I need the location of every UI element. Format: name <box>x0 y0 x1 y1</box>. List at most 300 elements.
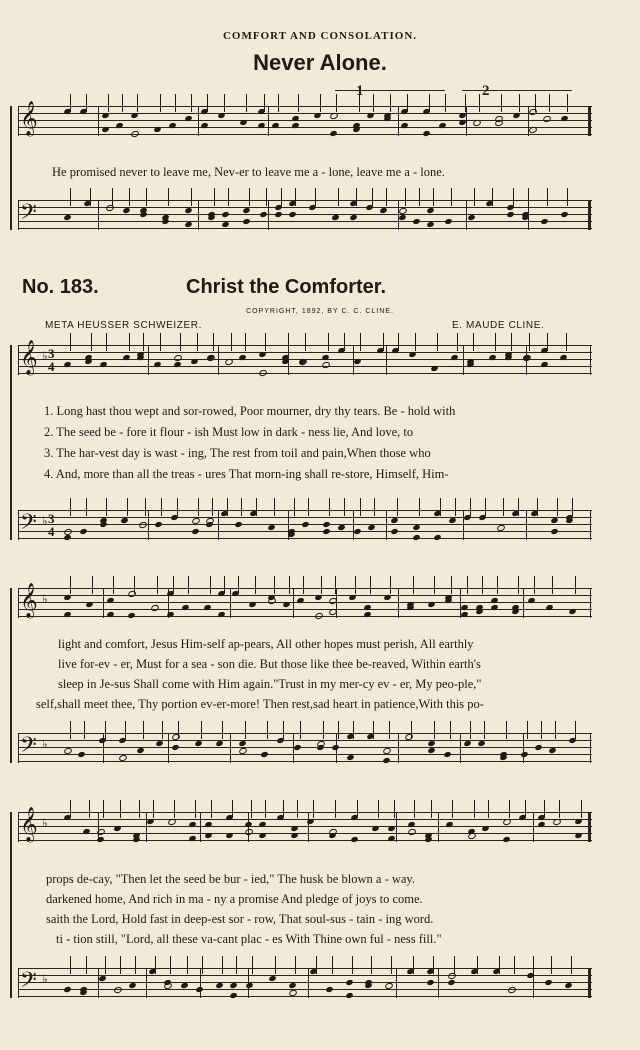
note-stem <box>70 498 71 516</box>
notehead <box>245 982 253 989</box>
note-stem <box>415 333 416 351</box>
notehead <box>122 207 130 214</box>
note-stem <box>497 576 498 594</box>
notehead <box>79 989 87 996</box>
note-stem <box>386 188 387 206</box>
notehead <box>499 754 507 761</box>
note-stem <box>222 721 223 739</box>
song1-bass-staff <box>18 200 592 230</box>
note-stem <box>224 94 225 112</box>
note-stem <box>106 333 107 351</box>
notehead <box>206 354 216 362</box>
note-stem <box>278 94 279 112</box>
note-stem <box>518 498 519 516</box>
note-stem <box>103 800 104 818</box>
note-stem <box>344 333 345 351</box>
note-stem <box>338 188 339 206</box>
notehead <box>288 210 296 217</box>
note-stem <box>191 94 192 112</box>
note-stem <box>359 94 360 112</box>
note-stem <box>455 498 456 516</box>
note-stem <box>450 721 451 739</box>
note-stem <box>419 498 420 516</box>
note-stem <box>433 188 434 206</box>
note-stem <box>315 188 316 206</box>
notehead <box>274 210 282 217</box>
notehead <box>560 210 568 217</box>
system1-brace <box>10 345 12 540</box>
note-stem <box>336 94 337 112</box>
note-stem <box>305 333 306 351</box>
note-stem <box>356 188 357 206</box>
note-stem <box>70 956 71 974</box>
note-stem <box>529 333 530 351</box>
note-stem <box>283 721 284 739</box>
notehead <box>345 978 353 985</box>
flat-icon: ♭ <box>42 349 48 363</box>
notehead <box>113 985 123 993</box>
note-stem <box>467 576 468 594</box>
system2-bass-staff <box>18 733 592 763</box>
note-stem <box>535 94 536 112</box>
note-stem <box>335 576 336 594</box>
second-ending-mark: 2 <box>482 83 490 99</box>
note-stem <box>146 188 147 206</box>
notehead <box>287 531 295 538</box>
note-stem <box>108 94 109 112</box>
note-stem <box>484 721 485 739</box>
first-ending-mark: 1 <box>356 83 364 99</box>
notehead <box>136 747 144 754</box>
note-stem <box>139 800 140 818</box>
note-stem <box>238 576 239 594</box>
notehead <box>390 527 398 534</box>
notehead <box>195 985 203 992</box>
note-stem <box>294 498 295 516</box>
note-stem <box>198 498 199 516</box>
note-stem <box>495 333 496 351</box>
note-stem <box>353 721 354 739</box>
system2-verse2: live for-ev - er, Must for a sea - son die. But those like thee be-reaved, Within earth's <box>58 657 481 671</box>
note-stem <box>70 576 71 594</box>
note-stem <box>275 956 276 974</box>
notehead <box>77 750 85 757</box>
note-stem <box>357 800 358 818</box>
note-stem <box>451 576 452 594</box>
notehead <box>268 975 276 982</box>
notehead <box>63 985 71 992</box>
note-stem <box>232 800 233 818</box>
note-stem <box>485 498 486 516</box>
notehead <box>215 982 223 989</box>
system2-treble-staff <box>18 583 592 618</box>
note-stem <box>390 576 391 594</box>
note-stem <box>518 576 519 594</box>
notehead <box>138 520 148 528</box>
system2-verse4: self,shall meet thee, Thy portion ev-er-more! Then rest,sad heart in patience,With this po- <box>36 697 484 711</box>
note-stem <box>143 333 144 351</box>
note-stem <box>390 94 391 112</box>
bass-clef-icon: 𝄢 <box>20 968 37 998</box>
notehead <box>463 740 471 747</box>
notehead <box>507 985 517 993</box>
note-stem <box>338 721 339 739</box>
notehead <box>427 740 435 747</box>
note-stem <box>519 94 520 112</box>
notehead <box>447 978 455 985</box>
notehead <box>127 590 137 598</box>
notehead <box>506 210 514 217</box>
notehead <box>426 221 434 228</box>
note-stem <box>281 188 282 206</box>
notehead <box>412 524 420 531</box>
note-stem <box>211 800 212 818</box>
note-stem <box>188 576 189 594</box>
notehead <box>390 517 398 524</box>
note-stem <box>534 576 535 594</box>
notehead <box>528 108 538 116</box>
note-stem <box>429 94 430 112</box>
notehead <box>191 527 199 534</box>
treble-clef-icon: 𝄞 <box>20 340 38 375</box>
notehead <box>542 115 552 123</box>
note-stem <box>231 333 232 351</box>
note-stem <box>162 721 163 739</box>
notehead <box>120 517 128 524</box>
note-stem <box>541 721 542 739</box>
notehead <box>322 520 330 527</box>
notehead <box>207 214 215 221</box>
note-stem <box>135 956 136 974</box>
note-stem <box>391 956 392 974</box>
note-stem <box>265 333 266 351</box>
note-stem <box>105 721 106 739</box>
note-stem <box>332 956 333 974</box>
note-stem <box>92 576 93 594</box>
note-stem <box>120 800 121 818</box>
system2-brace <box>10 588 12 763</box>
note-stem <box>525 800 526 818</box>
note-stem <box>127 498 128 516</box>
notehead <box>314 612 324 620</box>
note-stem <box>177 498 178 516</box>
note-stem <box>137 94 138 112</box>
note-stem <box>492 188 493 206</box>
notehead <box>502 836 510 843</box>
note-stem <box>267 721 268 739</box>
note-stem <box>210 576 211 594</box>
system3-verse4: ti - tion still, "Lord, all these va-cant plac - es With Thine own ful - ness fill." <box>56 932 442 946</box>
hymn-number: No. 183. <box>22 276 99 298</box>
note-stem <box>433 956 434 974</box>
notehead <box>379 207 387 214</box>
system3-bass-staff <box>18 968 592 998</box>
notehead <box>412 217 420 224</box>
notehead <box>443 750 451 757</box>
flat-icon: ♭ <box>42 737 48 751</box>
note-stem <box>197 333 198 351</box>
note-stem <box>145 498 146 516</box>
notehead <box>259 210 267 217</box>
notehead <box>564 982 572 989</box>
notehead <box>130 130 140 138</box>
flat-icon: ♭ <box>42 514 48 528</box>
note-stem <box>89 800 90 818</box>
note-stem <box>474 188 475 206</box>
note-stem <box>566 333 567 351</box>
note-stem <box>555 721 556 739</box>
note-stem <box>445 94 446 112</box>
note-stem <box>328 333 329 351</box>
notehead <box>565 517 573 524</box>
bass-clef-icon: 𝄢 <box>20 510 37 540</box>
note-stem <box>173 576 174 594</box>
note-stem <box>303 576 304 594</box>
note-stem <box>371 956 372 974</box>
note-stem <box>202 956 203 974</box>
note-stem <box>370 576 371 594</box>
note-stem <box>509 800 510 818</box>
note-stem <box>544 800 545 818</box>
note-stem <box>246 94 247 112</box>
note-stem <box>360 498 361 516</box>
note-stem <box>174 800 175 818</box>
treble-clef-icon: 𝄞 <box>20 101 38 136</box>
notehead <box>412 534 420 541</box>
note-stem <box>397 498 398 516</box>
note-stem <box>488 800 489 818</box>
note-stem <box>549 94 550 112</box>
note-stem <box>514 956 515 974</box>
notehead <box>105 203 115 211</box>
note-stem <box>125 721 126 739</box>
note-stem <box>557 498 558 516</box>
notehead <box>382 757 390 764</box>
note-stem <box>528 188 529 206</box>
note-stem <box>329 498 330 516</box>
notehead <box>328 828 338 836</box>
notehead <box>98 975 106 982</box>
note-stem <box>321 576 322 594</box>
note-stem <box>374 498 375 516</box>
note-stem <box>256 498 257 516</box>
note-stem <box>222 956 223 974</box>
copyright-notice: COPYRIGHT, 1892, BY C. C. CLINE. <box>246 308 394 315</box>
note-stem <box>295 956 296 974</box>
note-stem <box>266 188 267 206</box>
notehead <box>180 982 188 989</box>
flat-icon: ♭ <box>42 816 48 830</box>
note-stem <box>394 800 395 818</box>
system3-brace <box>10 812 12 998</box>
notehead <box>238 740 246 747</box>
notehead <box>467 214 475 221</box>
note-stem <box>224 576 225 594</box>
notehead <box>337 524 345 531</box>
note-stem <box>431 800 432 818</box>
treble-clef-icon: 𝄞 <box>20 583 38 618</box>
notehead <box>424 836 432 843</box>
note-stem <box>413 956 414 974</box>
note-stem <box>195 800 196 818</box>
note-stem <box>251 800 252 818</box>
second-ending-bracket <box>462 90 572 91</box>
note-stem <box>513 188 514 206</box>
note-stem <box>533 956 534 974</box>
note-stem <box>70 94 71 112</box>
note-stem <box>383 333 384 351</box>
notehead <box>132 836 140 843</box>
notehead <box>325 985 333 992</box>
system1-verse3: 3. The har-vest day is wast - ing, The rest from toil and pain,When those who <box>44 446 431 460</box>
note-stem <box>372 188 373 206</box>
flat-icon: ♭ <box>42 592 48 606</box>
song-title-never-alone: Never Alone. <box>253 50 387 75</box>
note-stem <box>316 956 317 974</box>
note-stem <box>499 956 500 974</box>
notehead <box>221 210 229 217</box>
note-stem <box>547 188 548 206</box>
note-stem <box>113 576 114 594</box>
notehead <box>447 971 457 979</box>
notehead <box>444 217 452 224</box>
notehead <box>426 978 434 985</box>
notehead <box>242 207 250 214</box>
note-stem <box>465 94 466 112</box>
poet-credit: META HEUSSER SCHWEIZER. <box>45 320 202 331</box>
note-stem <box>308 498 309 516</box>
note-stem <box>289 576 290 594</box>
note-stem <box>155 956 156 974</box>
note-stem <box>90 188 91 206</box>
song1-treble-staff <box>18 101 592 136</box>
note-stem <box>175 94 176 112</box>
note-stem <box>537 498 538 516</box>
note-stem <box>298 94 299 112</box>
note-stem <box>355 576 356 594</box>
notehead <box>550 527 558 534</box>
note-stem <box>559 800 560 818</box>
notehead <box>540 217 548 224</box>
note-stem <box>567 94 568 112</box>
note-stem <box>405 188 406 206</box>
time-signature: 3 4 <box>48 346 55 374</box>
note-stem <box>527 721 528 739</box>
note-stem <box>214 188 215 206</box>
song-title-christ-the-comforter: Christ the Comforter. <box>186 276 387 298</box>
note-stem <box>300 721 301 739</box>
note-stem <box>227 498 228 516</box>
note-stem <box>236 956 237 974</box>
note-stem <box>255 576 256 594</box>
system3-treble-staff <box>18 807 592 842</box>
note-stem <box>373 721 374 739</box>
note-stem <box>86 94 87 112</box>
note-stem <box>503 498 504 516</box>
note-stem <box>571 956 572 974</box>
bass-clef-icon: 𝄢 <box>20 200 37 230</box>
notehead <box>127 612 135 619</box>
note-stem <box>180 333 181 351</box>
note-stem <box>506 721 507 739</box>
note-stem <box>511 333 512 351</box>
notehead <box>322 527 330 534</box>
note-stem <box>70 333 71 351</box>
notehead <box>293 743 301 750</box>
note-stem <box>567 188 568 206</box>
note-stem <box>120 956 121 974</box>
note-stem <box>288 333 289 351</box>
note-stem <box>157 576 158 594</box>
notehead <box>260 750 268 757</box>
note-stem <box>168 188 169 206</box>
note-stem <box>454 956 455 974</box>
note-stem <box>344 498 345 516</box>
notehead <box>288 982 296 989</box>
notehead <box>184 207 192 214</box>
first-ending-bracket <box>335 90 445 91</box>
notehead <box>477 740 485 747</box>
note-stem <box>84 721 85 739</box>
notehead <box>433 534 441 541</box>
notehead <box>267 597 277 605</box>
note-stem <box>70 188 71 206</box>
notehead <box>331 214 339 221</box>
note-stem <box>414 800 415 818</box>
note-stem <box>413 576 414 594</box>
note-stem <box>241 498 242 516</box>
note-stem <box>129 333 130 351</box>
note-stem <box>457 333 458 351</box>
notehead <box>244 828 254 836</box>
notehead <box>150 604 160 612</box>
notehead <box>349 214 357 221</box>
notehead <box>422 130 430 137</box>
note-stem <box>70 721 71 739</box>
note-stem <box>434 576 435 594</box>
note-stem <box>161 498 162 516</box>
system2-verse3: sleep in Je-sus Shall come with Him again."Trust in my mer-cy ev - er, My peo-ple," <box>58 677 482 691</box>
note-stem <box>352 956 353 974</box>
note-stem <box>473 333 474 351</box>
note-stem <box>122 94 123 112</box>
notehead <box>346 754 354 761</box>
system3-verse1: props de-cay, "Then let the seed be bur - ied," The husk be blown a - way. <box>46 872 416 886</box>
note-stem <box>482 576 483 594</box>
notehead <box>329 130 337 137</box>
notehead <box>229 992 237 999</box>
system1-verse1: 1. Long hast thou wept and sor-rowed, Poor mourner, dry thy tears. Be - hold with <box>44 404 456 418</box>
notehead <box>353 527 361 534</box>
notehead <box>79 527 87 534</box>
note-stem <box>86 956 87 974</box>
notehead <box>96 836 104 843</box>
note-stem <box>274 576 275 594</box>
note-stem <box>360 333 361 351</box>
note-stem <box>378 800 379 818</box>
note-stem <box>551 956 552 974</box>
note-stem <box>335 800 336 818</box>
note-stem <box>479 94 480 112</box>
notehead <box>154 520 162 527</box>
note-stem <box>434 721 435 739</box>
running-head: COMFORT AND CONSOLATION. <box>222 30 418 42</box>
notehead <box>426 207 434 214</box>
note-stem <box>252 956 253 974</box>
note-stem <box>153 800 154 818</box>
note-stem <box>470 498 471 516</box>
note-stem <box>178 721 179 739</box>
